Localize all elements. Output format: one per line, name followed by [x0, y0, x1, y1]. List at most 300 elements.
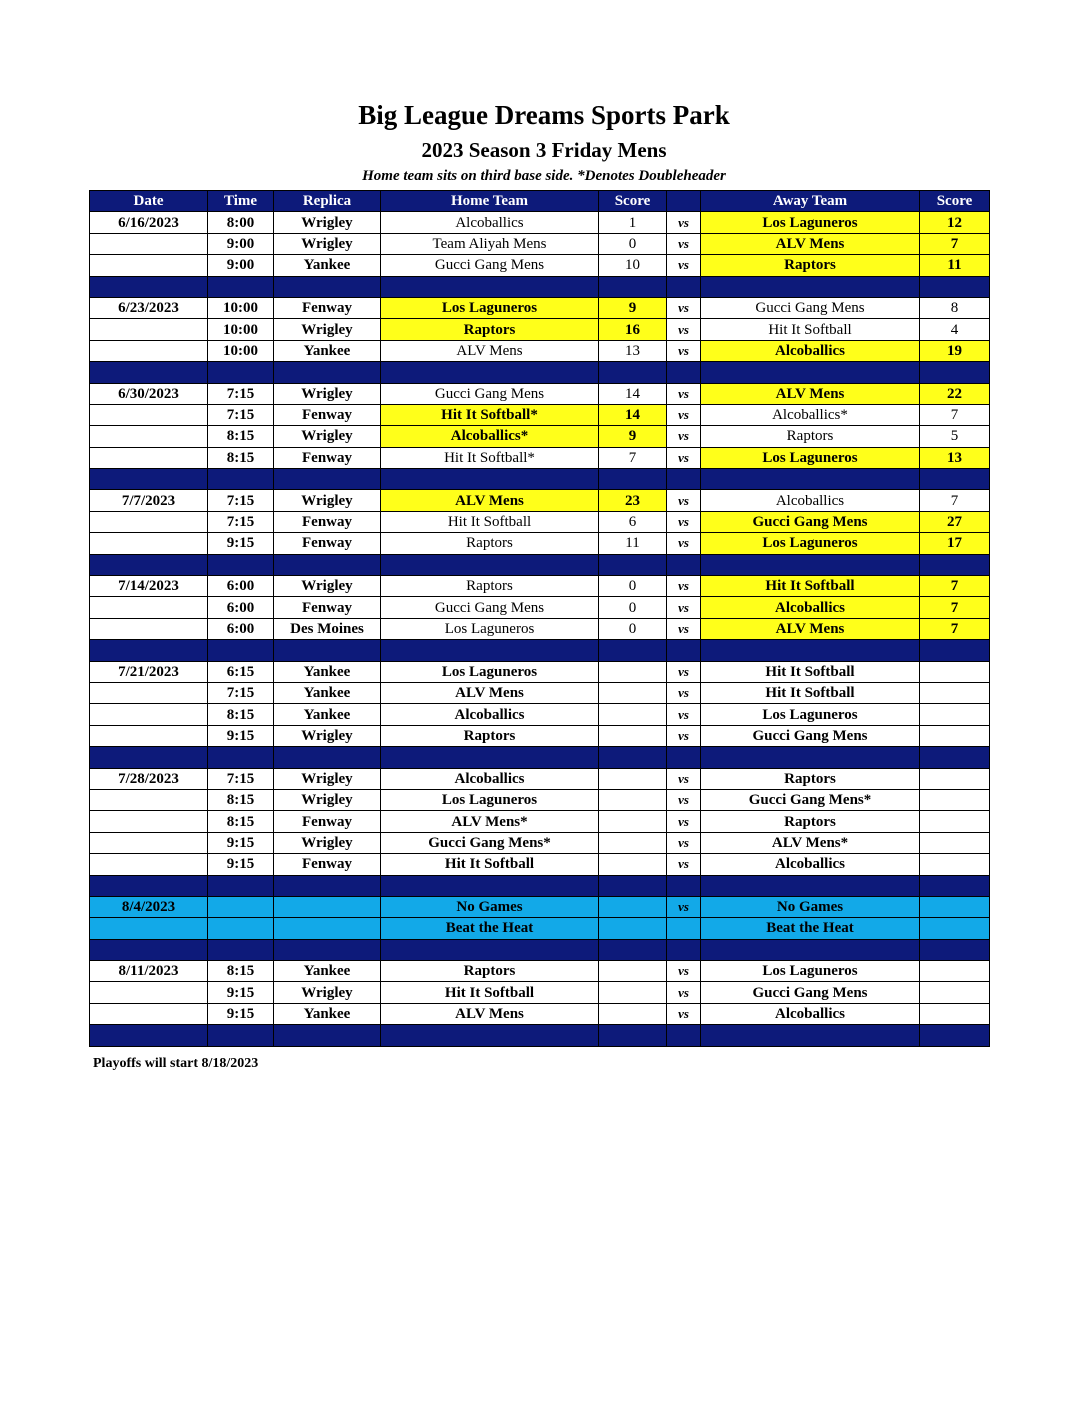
separator-cell: [274, 939, 381, 960]
separator-cell: [599, 1025, 667, 1046]
week-separator-row: [90, 640, 990, 661]
time-cell: 10:00: [208, 319, 274, 340]
vs-cell: vs: [667, 233, 701, 254]
no-games-row: [90, 918, 990, 939]
vs-cell: vs: [667, 255, 701, 276]
replica-cell: Wrigley: [274, 832, 381, 853]
away-team-cell: Raptors: [701, 426, 920, 447]
time-cell: 8:15: [208, 704, 274, 725]
home-team-cell: Raptors: [381, 576, 599, 597]
replica-cell: Fenway: [274, 854, 381, 875]
home-team-cell: Los Laguneros: [381, 297, 599, 318]
replica-cell: Fenway: [274, 297, 381, 318]
time-cell: [208, 896, 274, 917]
game-row: [90, 255, 990, 276]
separator-cell: [381, 469, 599, 490]
date-cell: 7/21/2023: [90, 661, 208, 682]
replica-cell: Fenway: [274, 811, 381, 832]
separator-cell: [701, 469, 920, 490]
away-team-cell: Raptors: [701, 811, 920, 832]
time-cell: 6:15: [208, 661, 274, 682]
time-cell: 7:15: [208, 490, 274, 511]
home-team-cell: Hit It Softball: [381, 982, 599, 1003]
home-score-cell: [599, 725, 667, 746]
home-score-cell: 9: [599, 297, 667, 318]
time-cell: 8:15: [208, 426, 274, 447]
home-score-cell: 16: [599, 319, 667, 340]
game-row: [90, 511, 990, 532]
time-cell: 9:00: [208, 233, 274, 254]
separator-cell: [920, 554, 990, 575]
away-team-cell: Gucci Gang Mens: [701, 982, 920, 1003]
home-score-cell: [599, 854, 667, 875]
separator-cell: [274, 362, 381, 383]
home-team-cell: Team Aliyah Mens: [381, 233, 599, 254]
home-score-cell: [599, 896, 667, 917]
date-cell: 8/4/2023: [90, 896, 208, 917]
game-row: [90, 961, 990, 982]
vs-cell: vs: [667, 854, 701, 875]
time-cell: 8:00: [208, 212, 274, 233]
home-team-cell: Raptors: [381, 725, 599, 746]
separator-cell: [920, 469, 990, 490]
replica-cell: Wrigley: [274, 426, 381, 447]
date-cell: [90, 597, 208, 618]
week-separator-row: [90, 747, 990, 768]
page-subtitle: 2023 Season 3 Friday Mens: [421, 138, 667, 162]
away-team-cell: Los Laguneros: [701, 533, 920, 554]
replica-cell: Wrigley: [274, 233, 381, 254]
time-cell: 7:15: [208, 682, 274, 703]
away-score-cell: 22: [920, 383, 990, 404]
home-score-cell: 14: [599, 383, 667, 404]
home-team-cell: Beat the Heat: [381, 918, 599, 939]
away-score-cell: 17: [920, 533, 990, 554]
week-separator-row: [90, 875, 990, 896]
game-row: [90, 576, 990, 597]
game-row: [90, 789, 990, 810]
home-score-cell: 11: [599, 533, 667, 554]
game-row: [90, 533, 990, 554]
home-team-cell: Hit It Softball*: [381, 447, 599, 468]
home-score-cell: 10: [599, 255, 667, 276]
away-team-cell: Los Laguneros: [701, 212, 920, 233]
time-cell: 7:15: [208, 404, 274, 425]
date-cell: [90, 618, 208, 639]
separator-cell: [381, 1025, 599, 1046]
replica-cell: Fenway: [274, 404, 381, 425]
vs-cell: vs: [667, 725, 701, 746]
week-separator-row: [90, 939, 990, 960]
replica-cell: Fenway: [274, 447, 381, 468]
time-cell: 8:15: [208, 789, 274, 810]
vs-cell: vs: [667, 533, 701, 554]
home-score-cell: 7: [599, 447, 667, 468]
away-score-cell: [920, 918, 990, 939]
separator-cell: [208, 469, 274, 490]
date-cell: [90, 319, 208, 340]
separator-cell: [274, 554, 381, 575]
separator-cell: [274, 747, 381, 768]
date-cell: [90, 704, 208, 725]
home-score-cell: 13: [599, 340, 667, 361]
away-team-cell: ALV Mens: [701, 618, 920, 639]
game-row: [90, 1003, 990, 1024]
date-cell: [90, 340, 208, 361]
separator-cell: [599, 362, 667, 383]
away-score-cell: [920, 789, 990, 810]
away-score-cell: [920, 896, 990, 917]
game-row: [90, 340, 990, 361]
replica-cell: Des Moines: [274, 618, 381, 639]
replica-cell: Fenway: [274, 533, 381, 554]
separator-cell: [920, 747, 990, 768]
time-cell: 8:15: [208, 811, 274, 832]
vs-cell: vs: [667, 661, 701, 682]
away-team-cell: Los Laguneros: [701, 961, 920, 982]
separator-cell: [274, 1025, 381, 1046]
vs-cell: vs: [667, 426, 701, 447]
date-cell: 7/28/2023: [90, 768, 208, 789]
home-score-cell: [599, 832, 667, 853]
separator-cell: [90, 276, 208, 297]
date-cell: [90, 511, 208, 532]
separator-cell: [599, 554, 667, 575]
separator-cell: [90, 469, 208, 490]
separator-cell: [599, 640, 667, 661]
page-title: Big League Dreams Sports Park: [358, 100, 730, 130]
away-score-cell: 5: [920, 426, 990, 447]
separator-cell: [920, 875, 990, 896]
home-team-cell: Los Laguneros: [381, 789, 599, 810]
away-team-cell: Gucci Gang Mens: [701, 297, 920, 318]
home-team-cell: Hit It Softball*: [381, 404, 599, 425]
game-row: [90, 426, 990, 447]
date-cell: 8/11/2023: [90, 961, 208, 982]
home-team-cell: Alcoballics: [381, 768, 599, 789]
separator-cell: [90, 939, 208, 960]
time-cell: 9:15: [208, 854, 274, 875]
away-team-cell: Hit It Softball: [701, 661, 920, 682]
vs-cell: vs: [667, 212, 701, 233]
date-cell: 6/16/2023: [90, 212, 208, 233]
time-cell: 9:15: [208, 832, 274, 853]
replica-cell: Wrigley: [274, 725, 381, 746]
time-cell: 6:00: [208, 576, 274, 597]
replica-cell: Yankee: [274, 682, 381, 703]
time-cell: 9:15: [208, 1003, 274, 1024]
col-date-header: Date: [90, 191, 208, 212]
vs-cell: vs: [667, 704, 701, 725]
home-score-cell: [599, 961, 667, 982]
separator-cell: [667, 554, 701, 575]
separator-cell: [701, 554, 920, 575]
time-cell: 6:00: [208, 597, 274, 618]
separator-cell: [701, 939, 920, 960]
date-cell: [90, 233, 208, 254]
away-team-cell: Gucci Gang Mens: [701, 725, 920, 746]
separator-cell: [701, 747, 920, 768]
replica-cell: Fenway: [274, 511, 381, 532]
game-row: [90, 490, 990, 511]
away-team-cell: Raptors: [701, 255, 920, 276]
col-time-header: Time: [208, 191, 274, 212]
separator-cell: [208, 276, 274, 297]
date-cell: 7/7/2023: [90, 490, 208, 511]
date-cell: [90, 1003, 208, 1024]
separator-cell: [667, 362, 701, 383]
away-score-cell: 7: [920, 404, 990, 425]
home-score-cell: [599, 661, 667, 682]
separator-cell: [90, 1025, 208, 1046]
separator-cell: [381, 939, 599, 960]
vs-cell: vs: [667, 961, 701, 982]
vs-cell: vs: [667, 618, 701, 639]
away-team-cell: Beat the Heat: [701, 918, 920, 939]
separator-cell: [701, 640, 920, 661]
separator-cell: [599, 469, 667, 490]
header-row: [90, 191, 990, 212]
date-cell: [90, 832, 208, 853]
replica-cell: Yankee: [274, 1003, 381, 1024]
away-score-cell: [920, 661, 990, 682]
separator-cell: [667, 640, 701, 661]
week-separator-row: [90, 554, 990, 575]
separator-cell: [701, 276, 920, 297]
replica-cell: Fenway: [274, 597, 381, 618]
home-score-cell: [599, 789, 667, 810]
vs-cell: vs: [667, 811, 701, 832]
separator-cell: [920, 640, 990, 661]
away-team-cell: Alcoballics: [701, 490, 920, 511]
away-team-cell: ALV Mens: [701, 383, 920, 404]
away-team-cell: Hit It Softball: [701, 576, 920, 597]
week-separator-row: [90, 469, 990, 490]
replica-cell: [274, 896, 381, 917]
date-cell: [90, 918, 208, 939]
away-score-cell: 11: [920, 255, 990, 276]
replica-cell: Yankee: [274, 255, 381, 276]
away-team-cell: Los Laguneros: [701, 704, 920, 725]
no-games-row: [90, 896, 990, 917]
time-cell: 9:15: [208, 982, 274, 1003]
separator-cell: [920, 362, 990, 383]
separator-cell: [208, 875, 274, 896]
home-score-cell: 23: [599, 490, 667, 511]
home-score-cell: 14: [599, 404, 667, 425]
separator-cell: [920, 1025, 990, 1046]
away-score-cell: 12: [920, 212, 990, 233]
vs-cell: vs: [667, 768, 701, 789]
home-score-cell: [599, 918, 667, 939]
away-score-cell: [920, 961, 990, 982]
replica-cell: Wrigley: [274, 768, 381, 789]
home-score-cell: [599, 682, 667, 703]
replica-cell: Wrigley: [274, 383, 381, 404]
game-row: [90, 383, 990, 404]
home-team-cell: Alcoballics: [381, 704, 599, 725]
away-score-cell: [920, 682, 990, 703]
away-team-cell: Alcoballics: [701, 597, 920, 618]
col-home-team-header: Home Team: [381, 191, 599, 212]
date-cell: [90, 854, 208, 875]
game-row: [90, 811, 990, 832]
separator-cell: [381, 875, 599, 896]
separator-cell: [90, 554, 208, 575]
time-cell: 7:15: [208, 511, 274, 532]
away-team-cell: Gucci Gang Mens: [701, 511, 920, 532]
separator-cell: [274, 875, 381, 896]
away-score-cell: 27: [920, 511, 990, 532]
home-team-cell: ALV Mens*: [381, 811, 599, 832]
separator-cell: [667, 875, 701, 896]
vs-cell: vs: [667, 490, 701, 511]
separator-cell: [208, 554, 274, 575]
away-score-cell: 8: [920, 297, 990, 318]
vs-cell: vs: [667, 576, 701, 597]
time-cell: 10:00: [208, 297, 274, 318]
time-cell: 7:15: [208, 383, 274, 404]
home-team-cell: Alcoballics*: [381, 426, 599, 447]
separator-cell: [208, 939, 274, 960]
vs-cell: vs: [667, 896, 701, 917]
game-row: [90, 404, 990, 425]
away-score-cell: 7: [920, 490, 990, 511]
date-cell: 6/30/2023: [90, 383, 208, 404]
away-score-cell: 7: [920, 597, 990, 618]
home-score-cell: 0: [599, 576, 667, 597]
time-cell: 10:00: [208, 340, 274, 361]
separator-cell: [599, 875, 667, 896]
game-row: [90, 447, 990, 468]
game-row: [90, 212, 990, 233]
vs-cell: vs: [667, 597, 701, 618]
home-team-cell: Los Laguneros: [381, 661, 599, 682]
game-row: [90, 725, 990, 746]
home-team-cell: Raptors: [381, 319, 599, 340]
away-team-cell: ALV Mens*: [701, 832, 920, 853]
away-team-cell: Alcoballics: [701, 340, 920, 361]
replica-cell: Yankee: [274, 961, 381, 982]
schedule-note: Home team sits on third base side. *Denotes Doubleheader: [362, 168, 726, 184]
replica-cell: Wrigley: [274, 982, 381, 1003]
home-team-cell: Los Laguneros: [381, 618, 599, 639]
home-score-cell: 0: [599, 618, 667, 639]
replica-cell: Yankee: [274, 661, 381, 682]
game-row: [90, 682, 990, 703]
vs-cell: vs: [667, 383, 701, 404]
away-score-cell: [920, 982, 990, 1003]
separator-cell: [208, 1025, 274, 1046]
away-score-cell: [920, 811, 990, 832]
separator-cell: [381, 276, 599, 297]
replica-cell: Yankee: [274, 704, 381, 725]
date-cell: [90, 533, 208, 554]
separator-cell: [381, 554, 599, 575]
game-row: [90, 233, 990, 254]
playoffs-footer: Playoffs will start 8/18/2023: [93, 1056, 259, 1071]
week-separator-row: [90, 362, 990, 383]
away-score-cell: [920, 832, 990, 853]
home-team-cell: Gucci Gang Mens: [381, 597, 599, 618]
away-team-cell: No Games: [701, 896, 920, 917]
vs-cell: vs: [667, 789, 701, 810]
away-team-cell: Hit It Softball: [701, 319, 920, 340]
vs-cell: [667, 918, 701, 939]
home-score-cell: [599, 1003, 667, 1024]
separator-cell: [208, 362, 274, 383]
game-row: [90, 854, 990, 875]
away-score-cell: [920, 725, 990, 746]
schedule-table: [89, 190, 990, 1047]
home-score-cell: 1: [599, 212, 667, 233]
vs-cell: vs: [667, 447, 701, 468]
home-team-cell: Hit It Softball: [381, 511, 599, 532]
home-team-cell: Gucci Gang Mens*: [381, 832, 599, 853]
away-team-cell: ALV Mens: [701, 233, 920, 254]
vs-cell: vs: [667, 404, 701, 425]
replica-cell: Wrigley: [274, 490, 381, 511]
separator-cell: [599, 276, 667, 297]
time-cell: 8:15: [208, 961, 274, 982]
vs-cell: vs: [667, 297, 701, 318]
separator-cell: [667, 939, 701, 960]
time-cell: 9:15: [208, 533, 274, 554]
vs-cell: vs: [667, 1003, 701, 1024]
away-team-cell: Alcoballics: [701, 1003, 920, 1024]
vs-cell: vs: [667, 832, 701, 853]
separator-cell: [274, 276, 381, 297]
home-team-cell: ALV Mens: [381, 1003, 599, 1024]
date-cell: [90, 255, 208, 276]
home-team-cell: Raptors: [381, 961, 599, 982]
separator-cell: [208, 747, 274, 768]
game-row: [90, 704, 990, 725]
away-team-cell: Hit It Softball: [701, 682, 920, 703]
separator-cell: [599, 747, 667, 768]
home-score-cell: [599, 982, 667, 1003]
separator-cell: [381, 362, 599, 383]
vs-cell: vs: [667, 682, 701, 703]
game-row: [90, 297, 990, 318]
vs-cell: vs: [667, 982, 701, 1003]
away-team-cell: Los Laguneros: [701, 447, 920, 468]
separator-cell: [667, 469, 701, 490]
away-score-cell: 4: [920, 319, 990, 340]
separator-cell: [381, 747, 599, 768]
replica-cell: Wrigley: [274, 576, 381, 597]
date-cell: 6/23/2023: [90, 297, 208, 318]
away-score-cell: 13: [920, 447, 990, 468]
separator-cell: [599, 939, 667, 960]
separator-cell: [667, 1025, 701, 1046]
replica-cell: Yankee: [274, 340, 381, 361]
home-team-cell: Gucci Gang Mens: [381, 255, 599, 276]
home-team-cell: Raptors: [381, 533, 599, 554]
col-replica-header: Replica: [274, 191, 381, 212]
separator-cell: [90, 640, 208, 661]
separator-cell: [274, 640, 381, 661]
separator-cell: [90, 362, 208, 383]
replica-cell: Wrigley: [274, 319, 381, 340]
week-separator-row: [90, 1025, 990, 1046]
date-cell: [90, 725, 208, 746]
separator-cell: [274, 469, 381, 490]
away-score-cell: 19: [920, 340, 990, 361]
replica-cell: [274, 918, 381, 939]
date-cell: [90, 682, 208, 703]
week-separator-row: [90, 276, 990, 297]
